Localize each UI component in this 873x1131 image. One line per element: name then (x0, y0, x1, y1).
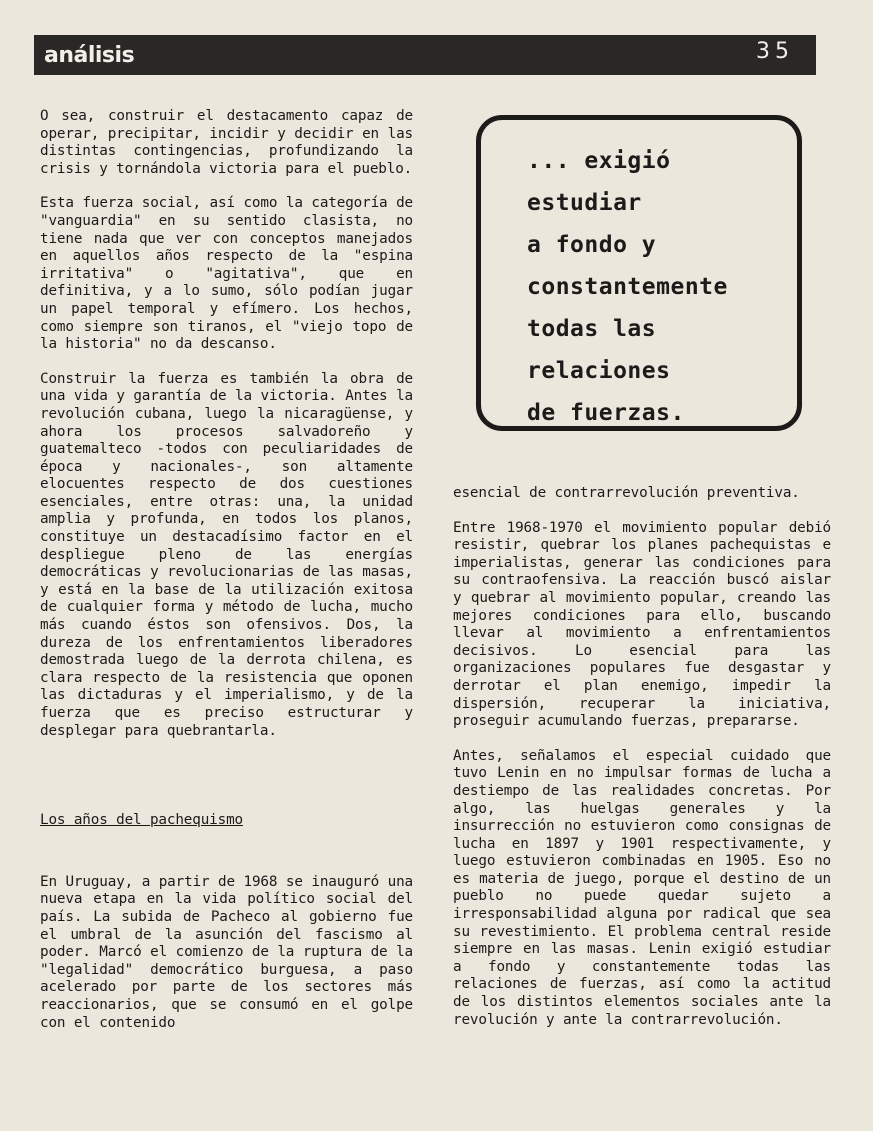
section-label: análisis (44, 43, 135, 68)
pull-quote-text: ... exigió estudiar a fondo y constantemente todas las relaciones de fuerzas. (527, 148, 728, 426)
pull-quote-box (476, 115, 802, 431)
section-subheading: Los años del pachequismo (40, 812, 243, 829)
left-column (40, 108, 413, 1049)
paragraph: Construir la fuerza es también la obra de una vida y garantía de la victoria. Antes la revolución cubana, luego la nicaragüense, y ahora los procesos salvadoreño y guatemalteco -todos con peculiaridades de época y nacionales-, son altamente elocuentes respecto de dos cuestiones esenciales, entre otras: una, la unidad amplia y profunda, en todos los planos, constituye un destacadísimo factor en el despliegue pleno de las energías democráticas y revolucionarias de las masas, y está en la base de la utilización exitosa de cualquier forma y método de lucha, mucho más cuando éstos son ofensivos. Dos, la dureza de los enfrentamientos liberadores demostrada luego de la derrota chilena, es clara respecto de la resistencia que oponen las dictaduras y el imperialismo, y de la fuerza que es preciso estructurar y desplegar para quebrantarla. (40, 370, 413, 739)
paragraph: O sea, construir el destacamento capaz de operar, precipitar, incidir y decidir en las distintas contingencias, profundizando la crisis y tornándola victoria para el pueblo. (40, 108, 413, 177)
paragraph: En Uruguay, a partir de 1968 se inauguró una nueva etapa en la vida político social del país. La subida de Pacheco al gobierno fue el umbral de la asunción del fascismo al poder. Marcó el comienzo de la ruptura de la "legalidad" democrático burguesa, a paso acelerado por parte de los sectores más reaccionarios, que se consumó en el golpe con el contenido (40, 873, 413, 1031)
paragraph: Esta fuerza social, así como la categoría de "vanguardia" en su sentido clasista, no tiene nada que ver con conceptos manejados en aquellos años respecto de la "espina irritativa" o "agitativa", que en definitiva, y a lo sumo, sólo podían jugar un papel temporal y efímero. Los hechos, como siempre son tiranos, el "viejo topo de la historia" no da descanso. (40, 195, 413, 353)
paragraph: esencial de contrarrevolución preventiva. (453, 485, 800, 501)
paragraph: Entre 1968-1970 el movimiento popular debió resistir, quebrar los planes pachequistas e imperialistas, generar las condiciones para su contraofensiva. La reacción buscó aislar y quebrar al movimiento popular, creando las mejores condiciones para ello, buscando llevar al movimiento a enfrentamientos decisivos. Lo esencial para las organizaciones populares fue desgastar y derrotar el plan enemigo, impedir la dispersión, recuperar la iniciativa, proseguir acumulando fuerzas, prepararse. (453, 519, 831, 730)
right-column (453, 485, 831, 1046)
header-bar (34, 35, 816, 75)
paragraph: Antes, señalamos el especial cuidado que tuvo Lenin en no impulsar formas de lucha a destiempo de las realidades concretas. Por algo, las huelgas generales y la insurrección no estuvieron como consignas de lucha en 1897 y 1901 respectivamente, y luego estuvieron combinadas en 1905. Eso no es materia de juego, porque el destino de un pueblo no puede quedar sujeto a irresponsabilidad alguna por radical que sea su revestimiento. El problema central reside siempre en las masas. Lenin exigió estudiar a fondo y constantemente todas las relaciones de fuerzas, así como la actitud de los distintos elementos sociales ante la revolución y ante la contrarrevolución. (453, 747, 831, 1028)
page-number: 35 (756, 39, 794, 64)
